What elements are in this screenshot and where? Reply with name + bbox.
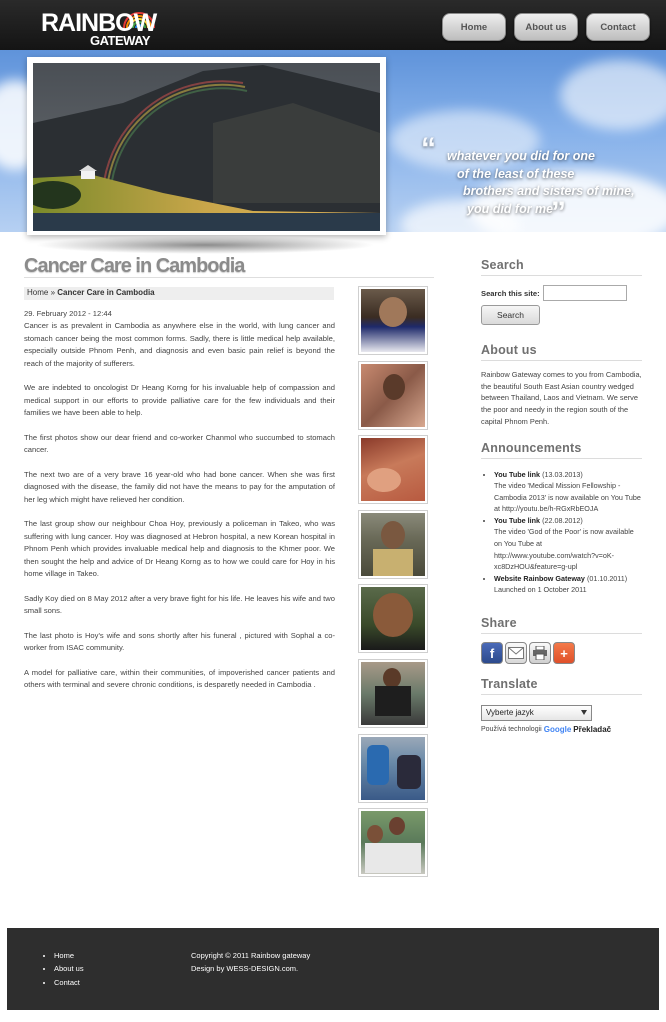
design-credit-link[interactable]: Design by WESS-DESIGN.com. — [191, 964, 299, 974]
gallery-thumbnail[interactable] — [358, 584, 428, 653]
translate-heading: Translate — [481, 677, 642, 695]
add-share-icon[interactable]: + — [553, 642, 575, 664]
announcement-link[interactable]: You Tube link — [494, 515, 541, 525]
google-logo-text: Google — [543, 725, 572, 735]
quote-line: you did for me — [467, 201, 554, 216]
title-divider — [24, 277, 434, 278]
footer-link-home[interactable]: • Home — [54, 949, 84, 962]
thumbnail-image — [361, 811, 425, 874]
translate-link[interactable]: Překladač — [573, 725, 612, 735]
announcement-item — [494, 515, 642, 573]
site-logo[interactable] — [40, 6, 155, 48]
print-icon[interactable] — [529, 642, 551, 664]
article-paragraph: A model for palliative care, within their communities, of impoverished cancer patients and others with terminal and severe chronic conditions, is desparetly needed in Cambodia . — [24, 668, 335, 690]
chevron-down-icon — [581, 710, 587, 715]
banner-quote — [421, 132, 645, 229]
footer-link-contact[interactable]: • Contact — [54, 976, 84, 989]
thumbnail-image — [361, 364, 425, 427]
about-heading: About us — [481, 343, 642, 361]
facebook-icon[interactable]: f — [481, 642, 503, 664]
landscape-illustration — [33, 63, 380, 231]
hero-photo-landscape — [33, 63, 380, 231]
article-paragraph: The first photos show our dear friend and co-worker Chanmol who succumbed to stomach cancer. — [24, 432, 335, 455]
powered-by — [481, 725, 642, 734]
main-nav — [442, 13, 650, 41]
announcement-date: (01.10.2011) — [586, 573, 628, 583]
article-paragraph: The last group show our neighbour Choa Hoy, previously a policeman in Takeo, who was suffering with lung cancer. Hoy was diagnosed at Hebron hospital, a new Korean hospital in Phnom Penh which provides invaluable medical help and diagnosis to the Khmer poor. We then sought the help and advice of Dr Heang Korng as to how we could care for Hoy in his home village in Takeo. — [24, 519, 335, 579]
announcement-item — [494, 469, 642, 515]
thumbnail-image — [361, 737, 425, 800]
google-logo[interactable] — [544, 725, 572, 734]
article-paragraph: The last photo is Hoy's wife and sons shortly after his funeral , pictured with Sophal a co-worker from ISAC community. — [24, 630, 335, 653]
gallery-thumbnail[interactable] — [358, 435, 428, 504]
breadcrumb-current: Cancer Care in Cambodia — [57, 288, 155, 297]
thumbnail-image — [361, 513, 425, 576]
gallery-thumbnail[interactable] — [358, 734, 428, 803]
page-title: Cancer Care in Cambodia — [24, 255, 245, 277]
about-text: Rainbow Gateway comes to you from Cambodia, the beautiful South East Asian country wedged between Thailand, Laos and Vietnam. We serve the poor and needy in the region south of the capital Phnom Penh. — [481, 370, 642, 426]
language-select[interactable] — [481, 705, 592, 721]
quote-close-icon: ” — [551, 196, 566, 229]
breadcrumb-home-link[interactable]: Home — [27, 288, 49, 297]
nav-home-button[interactable]: Home — [442, 13, 506, 41]
search-label: Search this site: — [481, 288, 540, 298]
announcements-list — [481, 469, 642, 597]
quote-line: of the least of these — [457, 166, 575, 181]
copyright-text: Copyright © 2011 Rainbow gateway — [191, 951, 311, 960]
logo-text-gateway: GATEWAY — [90, 33, 151, 48]
gallery-thumbnail[interactable] — [358, 361, 428, 430]
share-buttons — [481, 642, 642, 664]
footer — [7, 928, 659, 1010]
announcement-text: The video 'God of the Poor' is now available on You Tube at http://www.youtube.com/watch?v=oK-xc8DzHOU&feature=g-upl — [494, 527, 634, 572]
announcements-heading: Announcements — [481, 441, 642, 459]
announcement-date: (22.08.2012) — [542, 515, 583, 525]
gallery-thumbnail[interactable] — [358, 510, 428, 579]
search-button[interactable]: Search — [481, 305, 540, 325]
search-input[interactable] — [543, 285, 627, 301]
footer-link-about[interactable]: • About us — [54, 962, 84, 975]
article-paragraph: The next two are of a very brave 16 year-old who had bone cancer. When she was first diagnosed with the disease, the family did not have the means to pay for the amputation of her leg which might have relieved her condition. — [24, 469, 335, 504]
nav-about-button[interactable]: About us — [514, 13, 578, 41]
nav-contact-button[interactable]: Contact — [586, 13, 650, 41]
hero-photo-shadow — [34, 236, 376, 254]
quote-open-icon: “ — [421, 132, 436, 165]
breadcrumb-separator: » — [50, 288, 56, 297]
announcement-text: The video 'Medical Mission Fellowship - Cambodia 2013' is now available on You Tube at http://youtu.be/h-RGxRbEOJA — [494, 481, 641, 514]
article-paragraph: We are indebted to oncologist Dr Heang Korng for his invaluable help of compassion and medical support in our efforts to provide palliative care for the few individuals and their families we have been able to help. — [24, 383, 335, 418]
thumbnail-image — [361, 438, 425, 501]
powered-prefix: Používá technologii — [481, 726, 542, 734]
gallery-thumbnail[interactable] — [358, 286, 428, 355]
hero-photo-frame — [27, 57, 386, 235]
share-heading: Share — [481, 616, 642, 634]
language-select-value: Vyberte jazyk — [486, 708, 534, 718]
gallery-thumbnail[interactable] — [358, 808, 428, 877]
thumbnail-image — [361, 587, 425, 650]
announcement-item — [494, 573, 642, 596]
footer-nav — [44, 949, 84, 989]
announcement-link[interactable]: Website Rainbow Gateway — [494, 573, 585, 583]
logo-text-rainbow: RAINBOW — [41, 9, 157, 37]
announcement-date: (13.03.2013) — [542, 469, 583, 479]
thumbnail-image — [361, 662, 425, 725]
search-heading: Search — [481, 258, 642, 276]
article-paragraph: Sadly Koy died on 8 May 2012 after a very brave fight for his life. He leaves his wife and two small sons. — [24, 593, 335, 616]
article-date: 29. February 2012 - 12:44 — [24, 309, 112, 318]
announcement-link[interactable]: You Tube link — [494, 469, 541, 479]
header-bar — [0, 0, 666, 50]
article-paragraph: Cancer is as prevalent in Cambodia as anywhere else in the world, with lung cancer and stomach cancer being the most common forms. Sadly, there is little medical help available, especially outside Phnom Penh, and diagnosis and even basic pain relief is beyond the reach of the majority of sufferers. — [24, 321, 335, 368]
cloud-shape — [560, 60, 666, 130]
gallery-thumbnail[interactable] — [358, 659, 428, 728]
search-form — [481, 285, 642, 301]
quote-line: whatever you did for one — [447, 149, 595, 163]
announcement-text: Launched on 1 October 2011 — [494, 585, 587, 595]
breadcrumb — [24, 287, 334, 300]
thumbnail-image — [361, 289, 425, 352]
footer-copyright — [191, 949, 310, 976]
quote-line: brothers and sisters of mine, — [463, 184, 635, 198]
article-body — [24, 308, 335, 704]
email-icon[interactable] — [505, 642, 527, 664]
photo-gallery — [358, 286, 428, 883]
sidebar — [481, 258, 642, 734]
